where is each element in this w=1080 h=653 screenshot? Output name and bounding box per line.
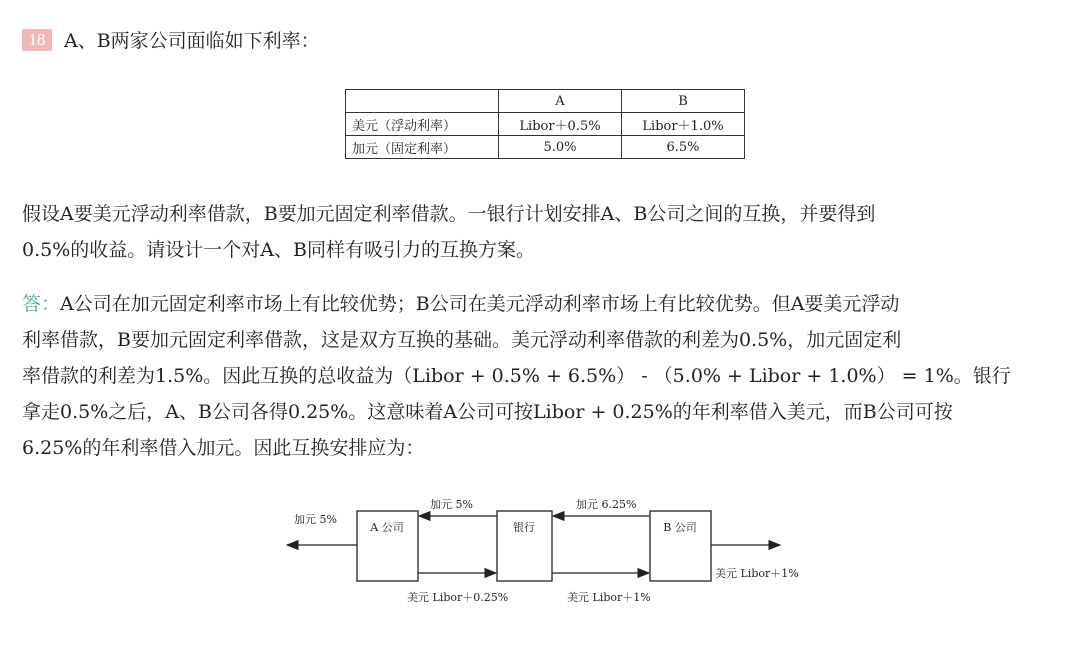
problem-line: 0.5%的收益。请设计一个对A、B同样有吸引力的互换方案。: [22, 239, 535, 261]
table-header-cell: [346, 90, 499, 113]
answer-text: [22, 286, 1067, 466]
b-to-bank-label: 加元 6.25%: [576, 498, 637, 511]
answer-line: [22, 286, 1067, 322]
table-header-row: [346, 90, 745, 113]
answer-label: 答：: [22, 293, 61, 315]
problem-text: [22, 196, 1067, 268]
bank-to-a-label: 加元 5%: [430, 498, 473, 511]
row-label: 美元（浮动利率）: [346, 113, 499, 136]
question-number-badge: 18: [22, 29, 52, 51]
table-row: [346, 113, 745, 136]
a-out-label: 加元 5%: [294, 513, 337, 526]
answer-line: 利率借款，B要加元固定利率借款，这是双方互换的基础。美元浮动利率借款的利差为0.5%，加元固定利: [22, 329, 902, 351]
answer-line: 率借款的利差为1.5%。因此互换的总收益为（Libor + 0.5% + 6.5%） - （5.0% + Libor + 1.0%） = 1%。银行: [22, 365, 1011, 387]
table-cell: 6.5%: [622, 136, 745, 159]
answer-line-text: A公司在加元固定利率市场上有比较优势；B公司在美元浮动利率市场上有比较优势。但A要美元浮动: [60, 293, 900, 315]
table-cell: 5.0%: [499, 136, 622, 159]
table-header-cell: A: [499, 90, 622, 113]
swap-diagram: [280, 490, 820, 615]
problem-line: 假设A要美元浮动利率借款，B要加元固定利率借款。一银行计划安排A、B公司之间的互换，并要得到: [22, 203, 876, 225]
bank-label: 银行: [513, 521, 535, 534]
bank-to-b-label: 美元 Libor＋1%: [567, 591, 651, 604]
company-a-label: A 公司: [370, 521, 404, 534]
table-cell: Libor＋0.5%: [499, 113, 622, 136]
answer-line: 拿走0.5%之后，A、B公司各得0.25%。这意味着A公司可按Libor + 0.25%的年利率借入美元，而B公司可按: [22, 401, 953, 423]
answer-line: 6.25%的年利率借入加元。因此互换安排应为：: [22, 437, 425, 459]
question-header: [22, 26, 320, 53]
rate-table: [345, 89, 745, 159]
table-cell: Libor＋1.0%: [622, 113, 745, 136]
a-to-bank-label: 美元 Libor＋0.25%: [407, 591, 509, 604]
table-header-cell: B: [622, 90, 745, 113]
table-row: [346, 136, 745, 159]
b-out-label: 美元 Libor＋1%: [715, 567, 799, 580]
row-label: 加元（固定利率）: [346, 136, 499, 159]
company-b-label: B 公司: [663, 521, 697, 534]
question-title: A、B两家公司面临如下利率：: [64, 30, 320, 52]
